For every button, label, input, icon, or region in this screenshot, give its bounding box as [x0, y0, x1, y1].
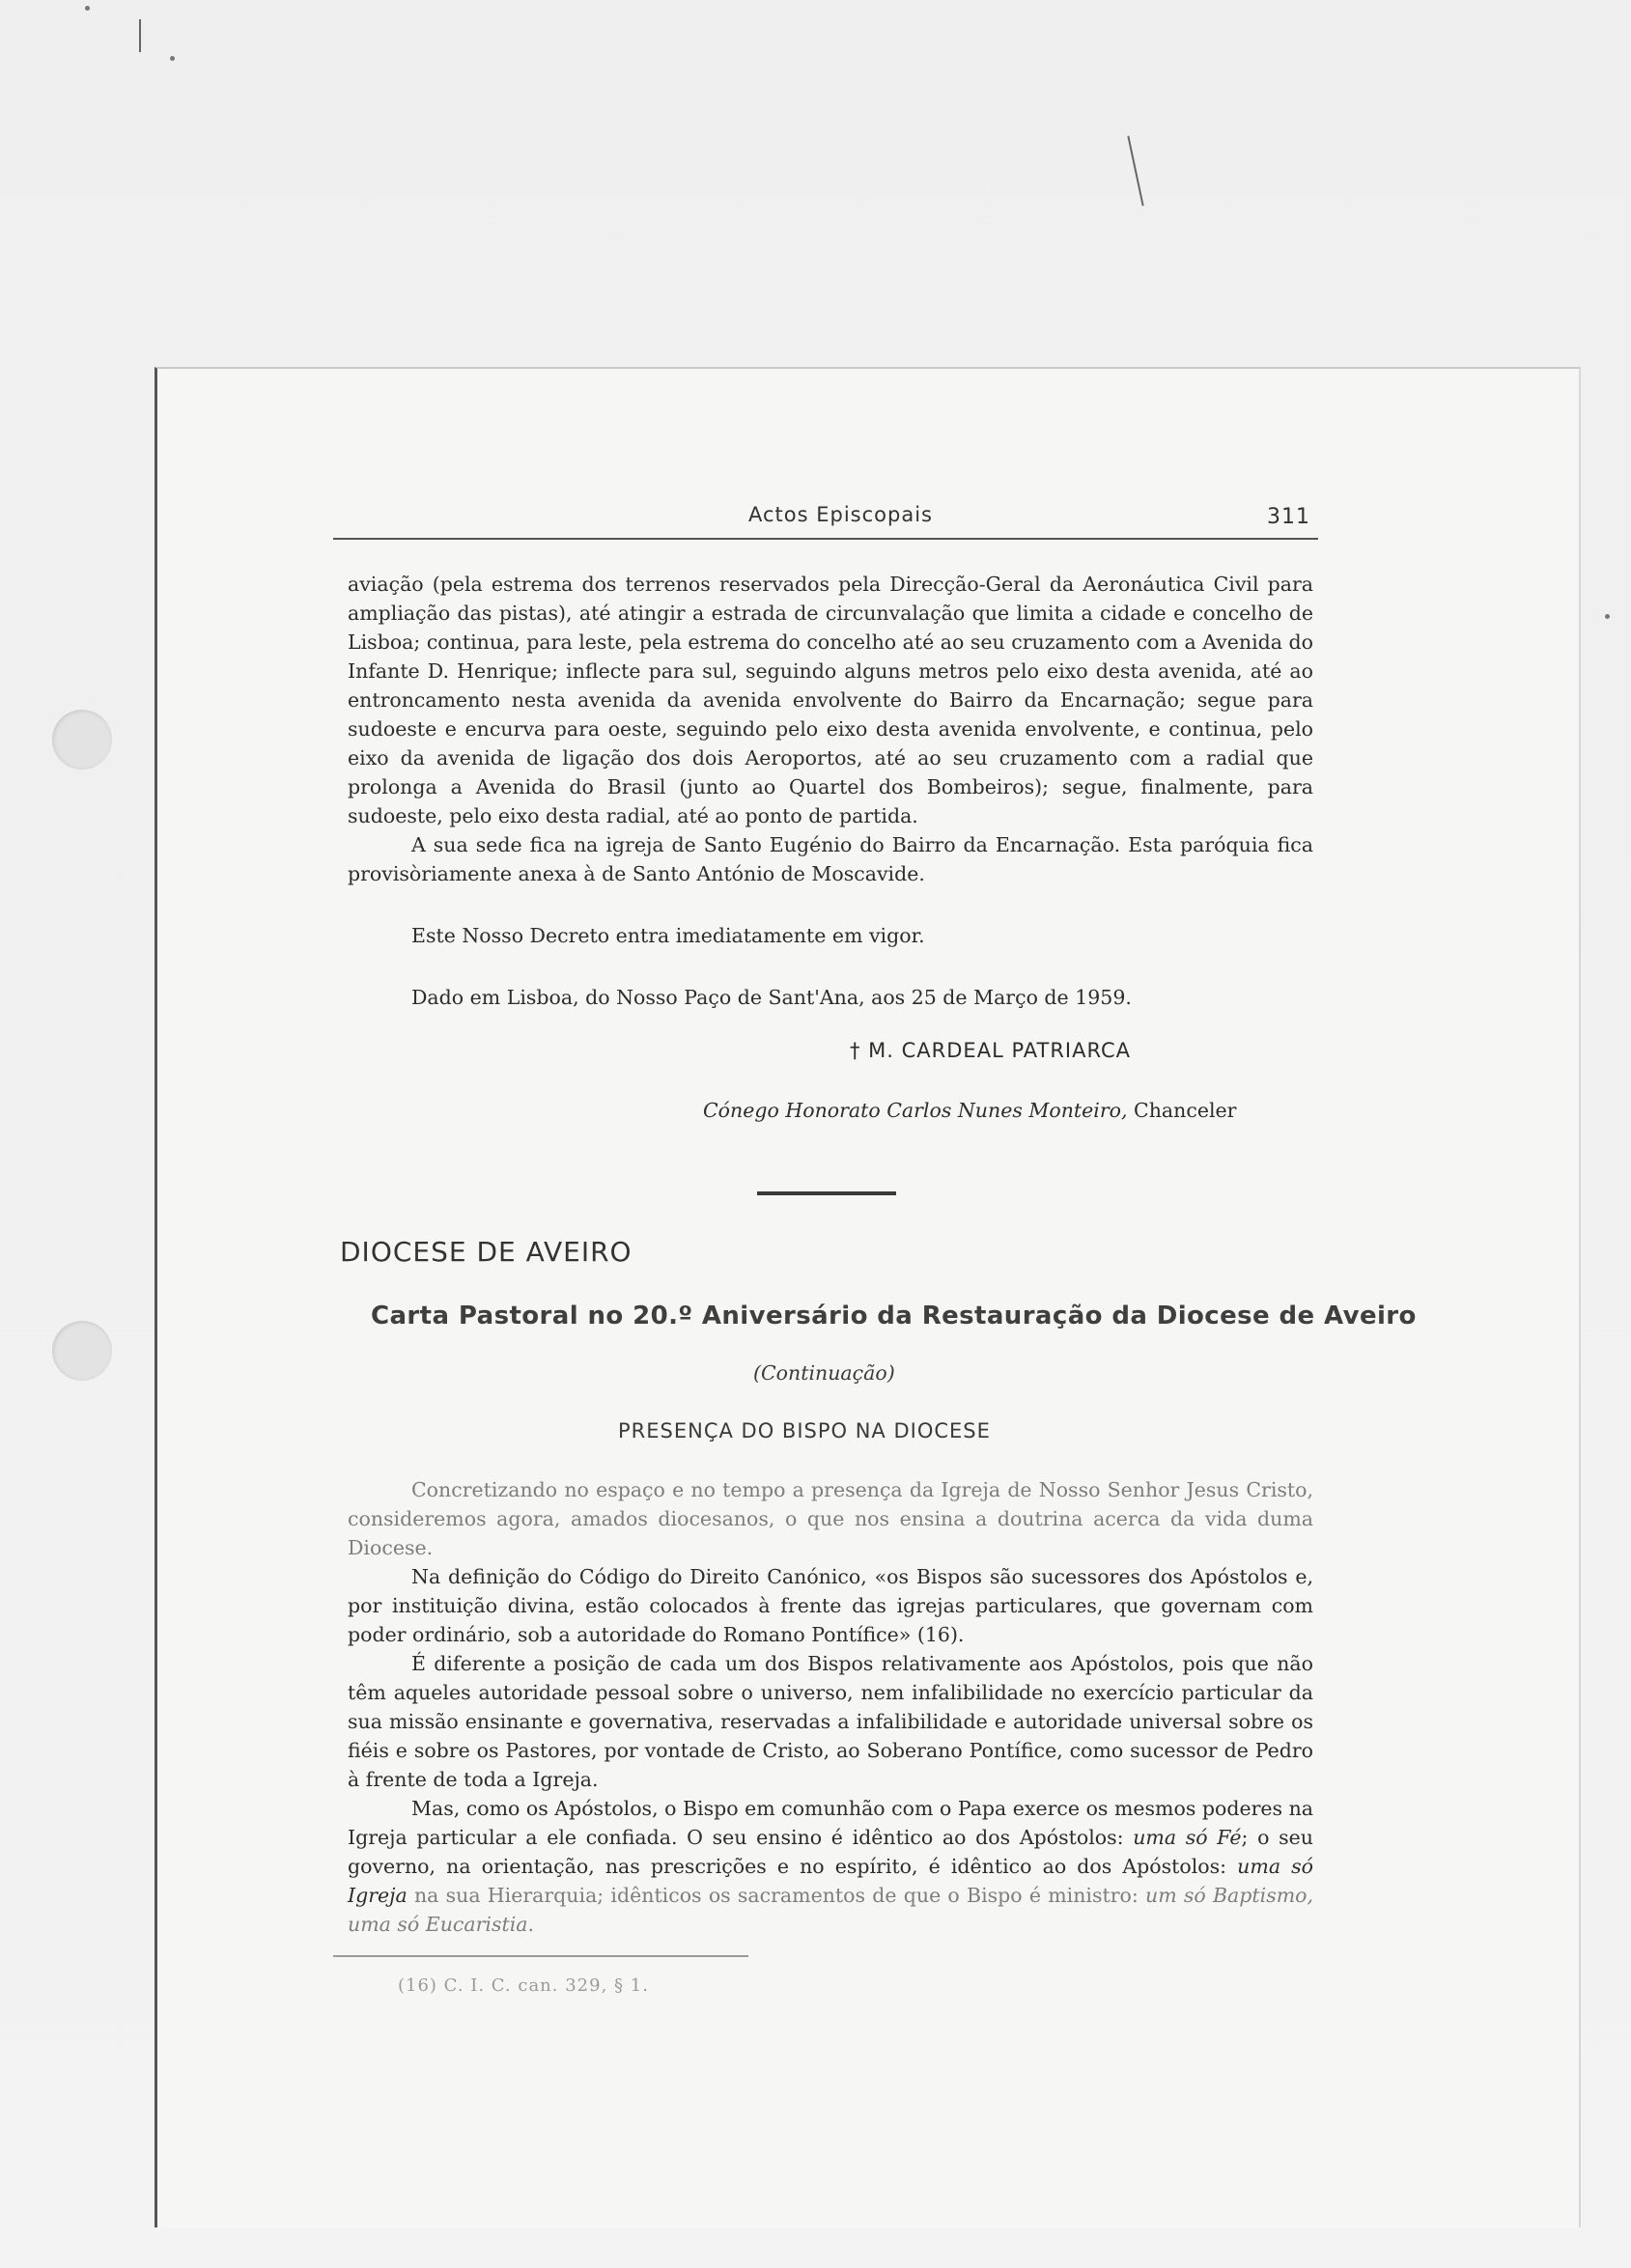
section-divider: [757, 1191, 896, 1195]
pastoral-paragraph: É diferente a posição de cada um dos Bispos relativamente aos Apóstolos, pois que não têm aqueles autoridade pessoal sobre o universo, nem infalibilidade no exercício particular da sua missão ensinante e governativa, reservadas a infalibilidade e autoridade universal sobre os fiéis e sobre os Pastores, por vontade de Cristo, ao Soberano Pontífice, como sucessor de Pedro à frente de toda a Igreja.: [348, 1652, 1313, 1791]
chancellor-name: Cónego Honorato Carlos Nunes Monteiro,: [703, 1099, 1128, 1122]
punch-hole: [52, 1321, 112, 1381]
footnote-rule: [333, 1955, 748, 1957]
decree-paragraph: A sua sede fica na igreja de Santo Eugénio do Bairro da Encarnação. Esta paróquia fica provisòriamente anexa à de Santo António de Moscavide.: [348, 833, 1313, 885]
paragraph-text: na sua Hierarquia; idênticos os sacramentos de que o Bispo é ministro:: [407, 1884, 1146, 1907]
paragraph-text: ; o seu governo, na orientação, nas prescrições e no espírito, é idêntico ao dos Apóstolos:: [348, 1826, 1314, 1878]
emphasis-text: uma só Igreja: [348, 1855, 1314, 1907]
punch-hole: [52, 710, 112, 770]
continuation-label: (Continuação): [753, 1361, 895, 1385]
decree-paragraph: aviação (pela estrema dos terrenos reservados pela Direcção-Geral da Aeronáutica Civil para ampliação das pistas), até atingir a estrada de circunvalação que limita a cidade e concelho de Lisboa; continua, para leste, pela estrema do concelho até ao seu cruzamento com a Avenida do Infante D. Henrique; inflecte para sul, seguindo alguns metros pelo eixo desta avenida, até ao entroncamento nesta avenida da avenida envolvente do Bairro da Encarnação; segue para sudoeste e encurva para oeste, seguindo pelo eixo desta avenida envolvente, e continua, pelo eixo da avenida de ligação dos dois Aeroportos, até ao seu cruzamento com a radial que prolonga a Avenida do Brasil (junto ao Quartel dos Bombeiros); segue, finalmente, para sudoeste, pelo eixo desta radial, até ao ponto de partida.: [348, 573, 1313, 827]
pastoral-body: [348, 1475, 1313, 1939]
paragraph-text: .: [527, 1913, 535, 1936]
decree-body: [348, 570, 1313, 888]
decree-dated: Dado em Lisboa, do Nosso Paço de Sant'Ana, aos 25 de Março de 1959.: [411, 986, 1132, 1009]
emphasis-text: uma só Fé: [1133, 1826, 1242, 1849]
scratch-mark: [139, 19, 141, 52]
dust-speck: [170, 56, 175, 61]
dust-speck: [85, 6, 90, 11]
footnote: (16) C. I. C. can. 329, § 1.: [398, 1975, 649, 1996]
chancellor-line: [703, 1099, 1236, 1122]
signature-line: † M. CARDEAL PATRIARCA: [850, 1039, 1132, 1062]
chancellor-role: Chanceler: [1134, 1099, 1237, 1122]
pastoral-paragraph: Concretizando no espaço e no tempo a presença da Igreja de Nosso Senhor Jesus Cristo, consideremos agora, amados diocesanos, o que nos ensina a doutrina acerca da vida duma Diocese.: [348, 1478, 1313, 1559]
decree-in-force: Este Nosso Decreto entra imediatamente em vigor.: [411, 924, 925, 947]
emphasis-text: um só Baptismo, uma só Eucaristia: [348, 1884, 1314, 1936]
pastoral-paragraph: Na definição do Código do Direito Canónico, «os Bispos são sucessores dos Apóstolos e, por instituição divina, estão colocados à frente das igrejas particulares, que governam com poder ordinário, sob a autoridade do Romano Pontífice» (16).: [348, 1565, 1313, 1646]
diocese-heading: DIOCESE DE AVEIRO: [340, 1236, 633, 1268]
section-heading: PRESENÇA DO BISPO NA DIOCESE: [618, 1419, 991, 1442]
page-number: 311: [1267, 505, 1310, 529]
paragraph-text: Mas, como os Apóstolos, o Bispo em comunhão com o Papa exerce os mesmos poderes na Igreja particular a ele confiada. O seu ensino é idêntico ao dos Apóstolos:: [348, 1797, 1313, 1849]
dust-speck: [1605, 614, 1610, 619]
running-title: Actos Episcopais: [748, 503, 933, 526]
pastoral-paragraph: [348, 1794, 1313, 1939]
running-header: [333, 499, 1318, 540]
pastoral-letter-title: Carta Pastoral no 20.º Aniversário da Restauração da Diocese de Aveiro: [371, 1302, 1417, 1330]
